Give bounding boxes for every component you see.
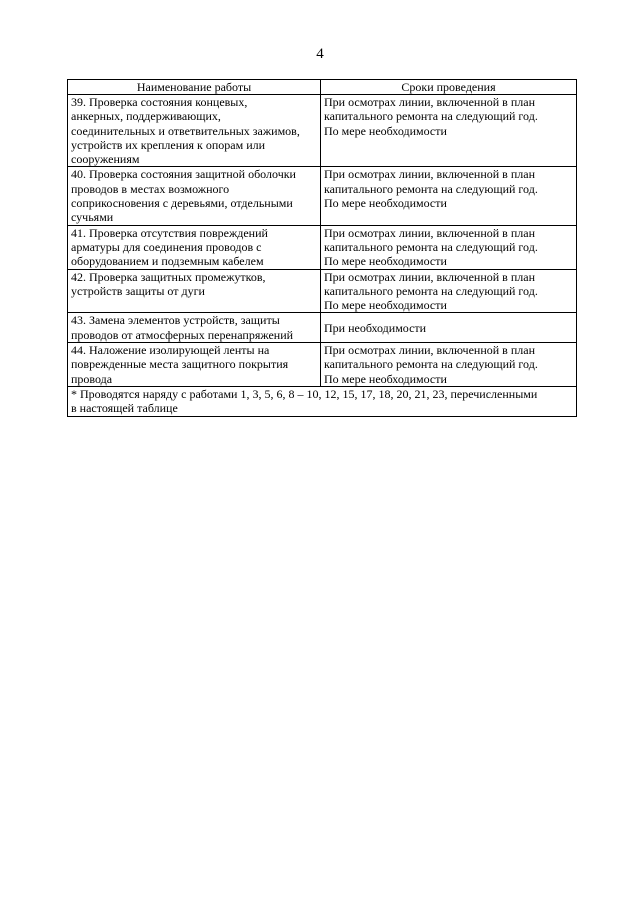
work-name-line: проводов в местах возможного xyxy=(71,181,230,196)
terms-cell xyxy=(321,167,577,225)
work-name-line: соприкосновения с деревьями, отдельными xyxy=(71,196,293,211)
work-name-line: провода xyxy=(71,371,113,386)
table-row xyxy=(68,343,577,387)
work-name-line: 43. Замена элементов устройств, защиты xyxy=(71,313,280,328)
terms-cell xyxy=(321,95,577,167)
table-row xyxy=(68,313,577,343)
work-name-cell xyxy=(68,313,321,343)
table-header-row xyxy=(68,80,577,95)
table-row xyxy=(68,167,577,225)
terms-line: При необходимости xyxy=(324,320,427,335)
terms-line: По мере необходимости xyxy=(324,196,447,211)
terms-line: При осмотрах линии, включенной в план xyxy=(324,269,535,284)
terms-line: По мере необходимости xyxy=(324,123,447,138)
work-name-line: арматуры для соединения проводов с xyxy=(71,239,262,254)
page-number: 4 xyxy=(316,46,324,62)
work-name-cell xyxy=(68,95,321,167)
work-name-line: 40. Проверка состояния защитной оболочки xyxy=(71,167,296,182)
table-row xyxy=(68,269,577,313)
works-table xyxy=(67,79,577,417)
table-note-row xyxy=(68,386,577,416)
terms-line: капитального ремонта на следующий год. xyxy=(324,181,538,196)
work-name-line: сучьями xyxy=(71,210,114,225)
terms-cell xyxy=(321,343,577,387)
terms-line: При осмотрах линии, включенной в план xyxy=(324,167,535,182)
terms-cell xyxy=(321,269,577,313)
work-name-cell xyxy=(68,225,321,269)
work-name-cell xyxy=(68,167,321,225)
work-name-line: проводов от атмосферных перенапряжений xyxy=(71,327,294,342)
work-name-line: 42. Проверка защитных промежутков, xyxy=(71,269,266,284)
note-line: * Проводятся наряду с работами 1, 3, 5, 6, 8 – 10, 12, 15, 17, 18, 20, 21, 23, перечисленными xyxy=(71,386,538,401)
header-terms: Сроки проведения xyxy=(321,80,577,95)
note-line: в настоящей таблице xyxy=(71,401,178,416)
work-name-line: 41. Проверка отсутствия повреждений xyxy=(71,225,268,240)
terms-line: капитального ремонта на следующий год. xyxy=(324,283,538,298)
work-name-line: 39. Проверка состояния концевых, xyxy=(71,95,248,109)
work-name-line: оборудованием и подземным кабелем xyxy=(71,254,264,269)
work-name-line: поврежденные места защитного покрытия xyxy=(71,357,289,372)
terms-cell xyxy=(321,225,577,269)
work-name-line: 44. Наложение изолирующей ленты на xyxy=(71,343,270,358)
work-name-line: сооружениям xyxy=(71,152,140,167)
work-name-line: устройств их крепления к опорам или xyxy=(71,137,266,152)
table-note xyxy=(68,386,577,416)
work-name-cell xyxy=(68,269,321,313)
terms-line: При осмотрах линии, включенной в план xyxy=(324,225,535,240)
terms-line: При осмотрах линии, включенной в план xyxy=(324,95,535,109)
terms-line: При осмотрах линии, включенной в план xyxy=(324,343,535,358)
terms-line: капитального ремонта на следующий год. xyxy=(324,357,538,372)
work-name-line: анкерных, поддерживающих, xyxy=(71,109,221,124)
terms-line: По мере необходимости xyxy=(324,254,447,269)
terms-line: капитального ремонта на следующий год. xyxy=(324,239,538,254)
terms-line: По мере необходимости xyxy=(324,371,447,386)
terms-line: По мере необходимости xyxy=(324,298,447,313)
header-work-name: Наименование работы xyxy=(68,80,321,95)
terms-cell xyxy=(321,313,577,343)
table-row xyxy=(68,95,577,167)
work-name-line: соединительных и ответвительных зажимов, xyxy=(71,123,300,138)
work-name-line: устройств защиты от дуги xyxy=(71,283,205,298)
work-name-cell xyxy=(68,343,321,387)
table-row xyxy=(68,225,577,269)
terms-line: капитального ремонта на следующий год. xyxy=(324,109,538,124)
